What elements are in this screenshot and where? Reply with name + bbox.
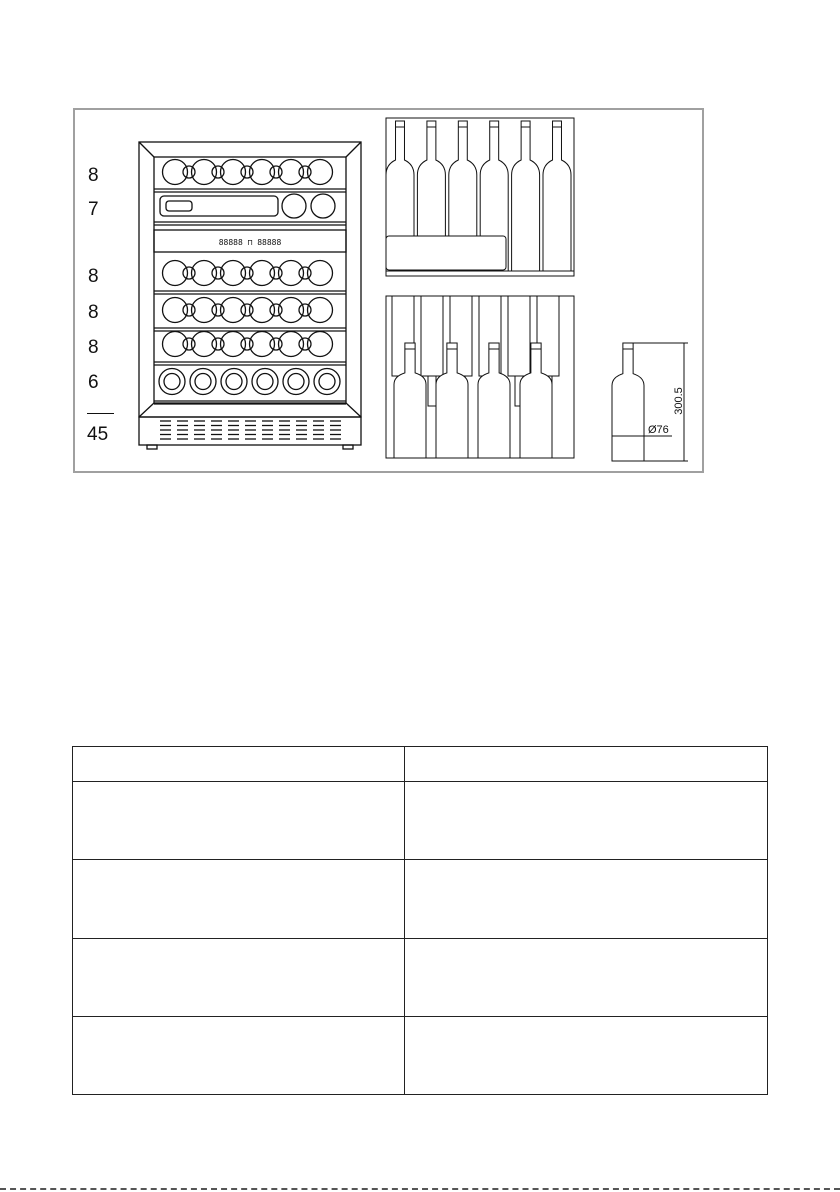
bottle-base-circle (163, 298, 188, 323)
bottom-shelf-side-view (386, 296, 574, 458)
cabinet-glass-frame (154, 157, 346, 403)
frame-corner-line (139, 142, 154, 157)
shelf-count-5: 8 (88, 337, 99, 358)
bottle-base-circle (221, 369, 247, 395)
bottle-neck-circle (212, 166, 224, 178)
inverted-bottle (508, 296, 530, 376)
bottle-neck-circle (183, 338, 195, 350)
bottle-neck-circle (241, 338, 253, 350)
table-header-cell (405, 747, 768, 782)
control-panel-display: 88888 ⊓ 88888 (218, 238, 282, 247)
shelf-count-6: 6 (88, 372, 99, 393)
bottle-base-circle (314, 369, 340, 395)
bottle-neck-circle (270, 338, 282, 350)
spec-table (72, 746, 768, 1095)
table-cell (405, 938, 768, 1016)
bottle-inner-circle (288, 374, 304, 390)
wine-cooler-drawing (0, 0, 840, 480)
bottle-neck-circle (241, 304, 253, 316)
table-cell (405, 782, 768, 860)
table-cell (73, 938, 405, 1016)
total-divider-line (87, 413, 114, 414)
table-header-row (73, 747, 768, 782)
bottle-neck-circle (270, 267, 282, 279)
bottle-neck-circle (212, 304, 224, 316)
bottle-base-circle (311, 194, 335, 218)
cabinet-outer-frame (139, 142, 361, 417)
bottle-base-circle (282, 194, 306, 218)
bottle-neck-circle (299, 304, 311, 316)
total-bottle-count: 45 (87, 424, 109, 445)
bottle-inner-circle (164, 374, 180, 390)
bottle-neck-circle (212, 267, 224, 279)
bottle-neck-circle (299, 338, 311, 350)
frame-corner-line (139, 403, 154, 417)
table-cell (405, 860, 768, 938)
table-cell (73, 1016, 405, 1094)
shelf-count-3: 8 (88, 266, 99, 287)
table-row (73, 938, 768, 1016)
cabinet-foot (147, 445, 157, 449)
frame-corner-line (346, 403, 361, 417)
shelf-count-1: 8 (88, 165, 99, 186)
bottle-neck-circle (299, 267, 311, 279)
bottle-inner-circle (226, 374, 242, 390)
lying-bottle-side (386, 236, 506, 270)
table-cell (73, 860, 405, 938)
table-cell (405, 1016, 768, 1094)
bottle-base-circle (190, 369, 216, 395)
table-row (73, 860, 768, 938)
bottle-inner-circle (319, 374, 335, 390)
bottle-dimension-drawing (612, 343, 688, 461)
table-header-cell (73, 747, 405, 782)
lying-bottle (160, 196, 278, 216)
bottle-inner-circle (257, 374, 273, 390)
bottle-neck-circle (183, 267, 195, 279)
standing-bottle (543, 121, 571, 271)
table-row (73, 1016, 768, 1094)
bottle-neck-circle (241, 267, 253, 279)
bottle-neck-circle (299, 166, 311, 178)
wine-cooler-cabinet (139, 142, 361, 449)
bottle-base-circle (159, 369, 185, 395)
inverted-bottle (421, 296, 443, 376)
standing-bottle (512, 121, 540, 271)
bottle-base-circle (163, 160, 188, 185)
bottle-neck-circle (241, 166, 253, 178)
frame-corner-line (346, 142, 361, 157)
bottle-neck-circle (270, 166, 282, 178)
bottle-base-circle (163, 261, 188, 286)
bottle-neck-circle (270, 304, 282, 316)
table-row (73, 782, 768, 860)
cabinet-foot (343, 445, 353, 449)
bottle-base-circle (252, 369, 278, 395)
bottle-height-label: 300.5 (673, 387, 685, 415)
page-bottom-dashed-line (0, 1188, 840, 1190)
bottle-neck-circle (212, 338, 224, 350)
lying-bottle-neck (166, 201, 192, 211)
reference-bottle (612, 343, 644, 461)
bottle-inner-circle (195, 374, 211, 390)
bottle-diameter-label: Ø76 (648, 424, 669, 436)
shelf-count-4: 8 (88, 302, 99, 323)
table-cell (73, 782, 405, 860)
top-shelf-side-view (386, 118, 574, 276)
bottle-neck-circle (183, 304, 195, 316)
bottle-base-circle (283, 369, 309, 395)
bottle-neck-circle (183, 166, 195, 178)
inverted-bottle-neck (428, 376, 436, 406)
bottle-base-circle (163, 332, 188, 357)
shelf-count-2: 7 (88, 199, 99, 220)
